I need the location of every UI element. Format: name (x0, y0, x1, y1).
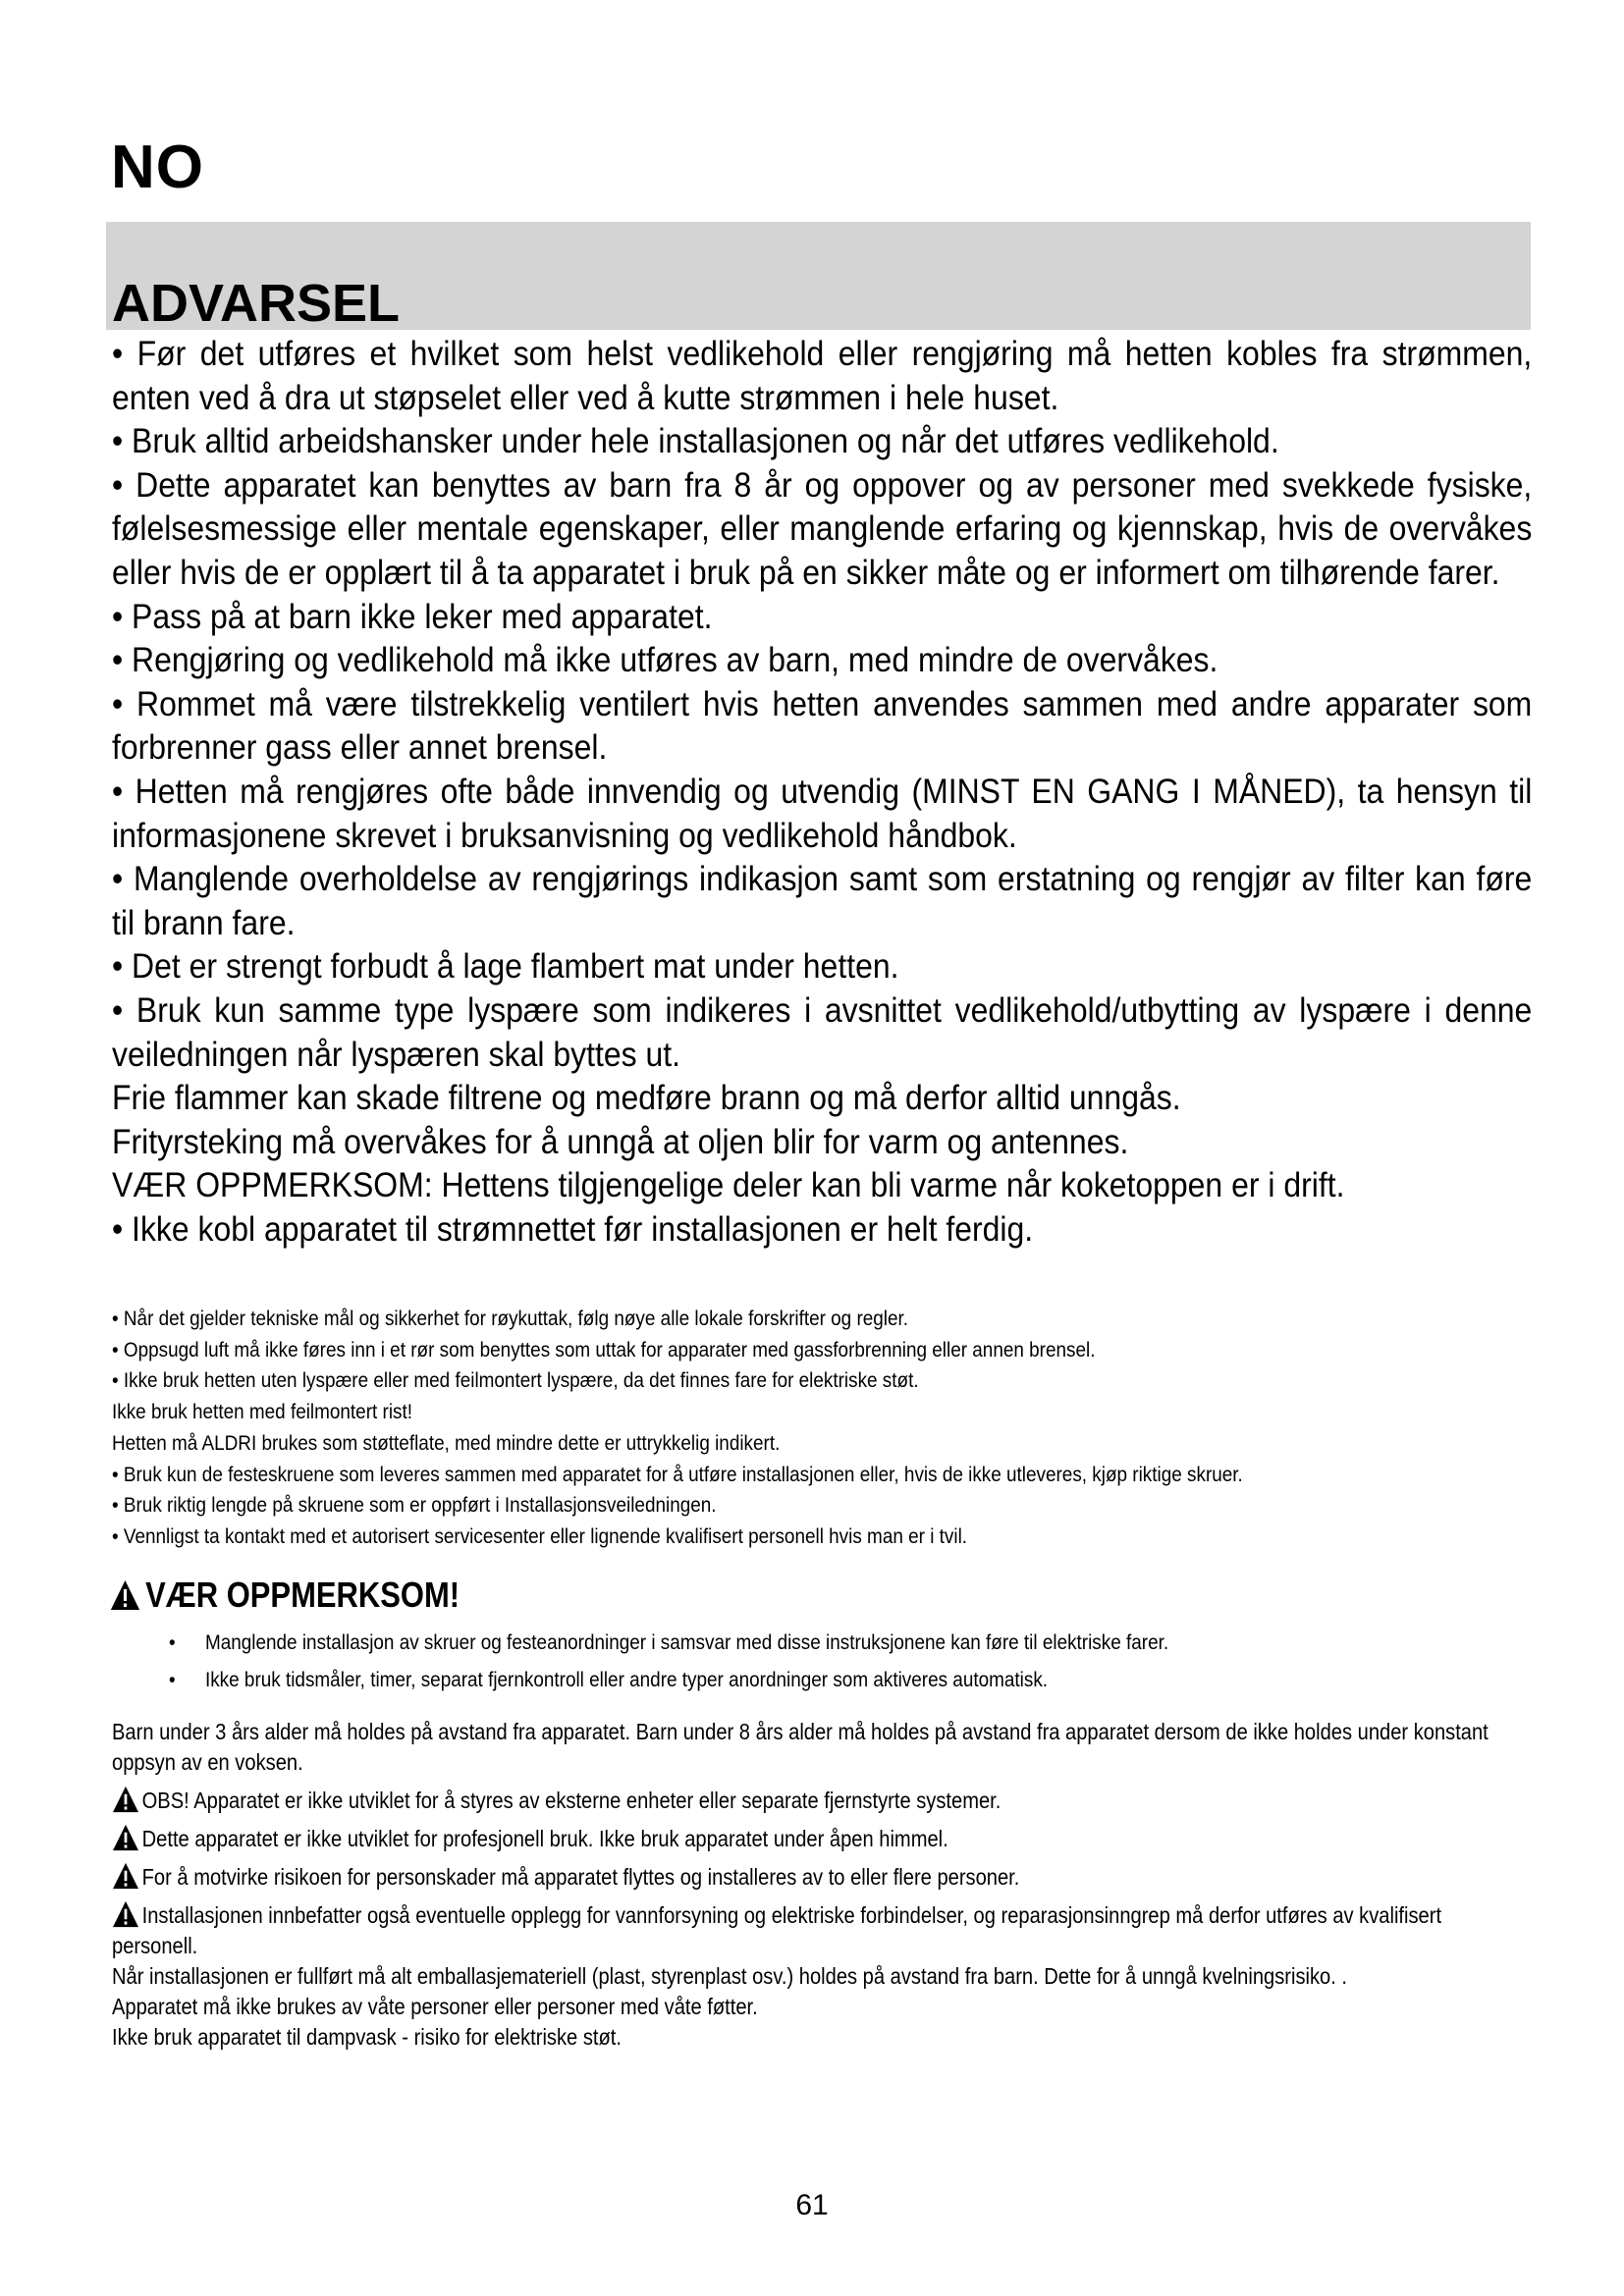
tail-paragraph: Når installasjonen er fullført må alt emballasjemateriell (plast, styrenplast osv.) holdes på avstand fra barn. Dette for å unngå kvelningsrisiko. . (112, 1963, 1348, 1989)
list-item (169, 1624, 1534, 1661)
warning-paragraph: Frie flammer kan skade filtrene og medføre brann og må derfor alltid unngås. (112, 1078, 1181, 1118)
section-banner (106, 222, 1531, 333)
small-paragraph: • Vennligst ta kontakt med et autorisert servicesenter eller lignende kvalifisert personell hvis man er i tvil. (112, 1523, 968, 1548)
obs-paragraph: For å motvirke risikoen for personskader må apparatet flyttes og installeres av to eller flere personer. (112, 1862, 1521, 1893)
warning-triangle-icon (112, 1862, 139, 1890)
bullet: • (169, 1668, 176, 1691)
small-warnings (112, 1304, 1529, 1553)
attention-list (169, 1624, 1534, 1698)
small-paragraph: • Bruk kun de festeskruene som leveres sammen med apparatet for å utføre installasjonen eller, hvis de ikke utleveres, kjøp riktige skruer. (112, 1462, 1243, 1486)
obs-paragraph: OBS! Apparatet er ikke utviklet for å styres av eksterne enheter eller separate fjernstyrte systemer. (112, 1786, 1521, 1816)
warning-triangle-icon (112, 1824, 139, 1851)
warning-triangle-icon (112, 1900, 139, 1928)
small-paragraph: • Ikke bruk hetten uten lyspære eller med feilmontert lyspære, da det finnes fare for elektriske støt. (112, 1368, 919, 1393)
bullet: • (169, 1630, 176, 1654)
language-code: NO (111, 133, 204, 201)
small-paragraph: • Bruk riktig lengde på skruene som er oppført i Installasjonsveiledningen. (112, 1493, 717, 1518)
warning-triangle-icon (112, 1786, 139, 1813)
main-warnings (112, 332, 1532, 1251)
page-number: 61 (795, 2189, 829, 2221)
warning-paragraph: • Rengjøring og vedlikehold må ikke utføres av barn, med mindre de overvåkes. (112, 640, 1218, 680)
lower-section (112, 1717, 1521, 2053)
tail-paragraph: Ikke bruk apparatet til dampvask - risiko for elektriske støt. (112, 2024, 622, 2050)
warning-paragraph: Frityrsteking må overvåkes for å unngå at oljen blir for varm og antennes. (112, 1121, 1129, 1161)
obs-paragraph: Dette apparatet er ikke utviklet for profesjonell bruk. Ikke bruk apparatet under åpen himmel. (112, 1824, 1521, 1854)
warning-paragraph: VÆR OPPMERKSOM: Hettens tilgjengelige deler kan bli varme når koketoppen er i drift. (112, 1165, 1345, 1205)
obs-paragraph: Installasjonen innbefatter også eventuelle opplegg for vannforsyning og elektriske forbindelser, og reparasjonsinngrep må derfor utføres av kvalifisert personell. (112, 1902, 1442, 1958)
children-paragraph: Barn under 3 års alder må holdes på avstand fra apparatet. Barn under 8 års alder må holdes på avstand fra apparatet dersom de ikke holdes under konstant oppsyn av en voksen. (112, 1719, 1489, 1775)
attention-item: Manglende installasjon av skruer og festeanordninger i samsvar med disse instruksjonene kan føre til elektriske farer. (204, 1630, 1169, 1654)
warning-paragraph: • Det er strengt forbudt å lage flambert mat under hetten. (112, 946, 899, 987)
warning-paragraph: • Før det utføres et hvilket som helst vedlikehold eller rengjøring må hetten kobles fra strømmen, enten ved å dra ut støpselet eller ved å kutte strømmen i hele huset. (112, 334, 1533, 417)
warning-triangle-icon (110, 1579, 140, 1611)
attention-item: Ikke bruk tidsmåler, timer, separat fjernkontroll eller andre typer anordninger som aktiveres automatisk. (204, 1668, 1049, 1691)
warning-paragraph: • Dette apparatet kan benyttes av barn fra 8 år og oppover og av personer med svekkede fysiske, følelsesmessige eller mentale egenskaper, eller manglende erfaring og kjennskap, hvis de overvåkes eller hvis de er opplært til å ta apparatet i bruk på en sikker måte og er informert om tilhørende farer. (112, 464, 1533, 592)
warning-paragraph: • Pass på at barn ikke leker med apparatet. (112, 596, 713, 636)
attention-heading (110, 1577, 460, 1613)
warning-paragraph: • Hetten må rengjøres ofte både innvendig og utvendig (MINST EN GANG I MÅNED), ta hensyn til informasjonene skrevet i bruksanvisning og vedlikehold håndbok. (112, 771, 1533, 855)
section-title: ADVARSEL (112, 274, 401, 333)
warning-paragraph: • Bruk kun samme type lyspære som indikeres i avsnittet vedlikehold/utbytting av lyspære i denne veiledningen når lyspæren skal byttes ut. (112, 989, 1533, 1074)
warning-paragraph: • Ikke kobl apparatet til strømnettet før installasjonen er helt ferdig. (112, 1208, 1034, 1249)
tail-paragraph: Apparatet må ikke brukes av våte personer eller personer med våte føtter. (112, 1994, 758, 2019)
small-paragraph: Ikke bruk hetten med feilmontert rist! (112, 1400, 413, 1424)
warning-paragraph: • Rommet må være tilstrekkelig ventilert hvis hetten anvendes sammen med andre apparater som forbrenner gass eller annet brensel. (112, 683, 1533, 768)
small-paragraph: • Oppsugd luft må ikke føres inn i et rør som benyttes som uttak for apparater med gassforbrenning eller annen brensel. (112, 1337, 1096, 1362)
list-item (169, 1661, 1534, 1698)
warning-paragraph: • Bruk alltid arbeidshansker under hele installasjonen og når det utføres vedlikehold. (112, 421, 1279, 461)
warning-paragraph: • Manglende overholdelse av rengjørings indikasjon samt som erstatning og rengjør av filter kan føre til brann fare. (112, 859, 1533, 942)
attention-title: VÆR OPPMERKSOM! (145, 1575, 460, 1615)
small-paragraph: • Når det gjelder tekniske mål og sikkerhet for røykuttak, følg nøye alle lokale forskrifter og regler. (112, 1307, 909, 1330)
small-paragraph: Hetten må ALDRI brukes som støtteflate, med mindre dette er uttrykkelig indikert. (112, 1430, 781, 1455)
